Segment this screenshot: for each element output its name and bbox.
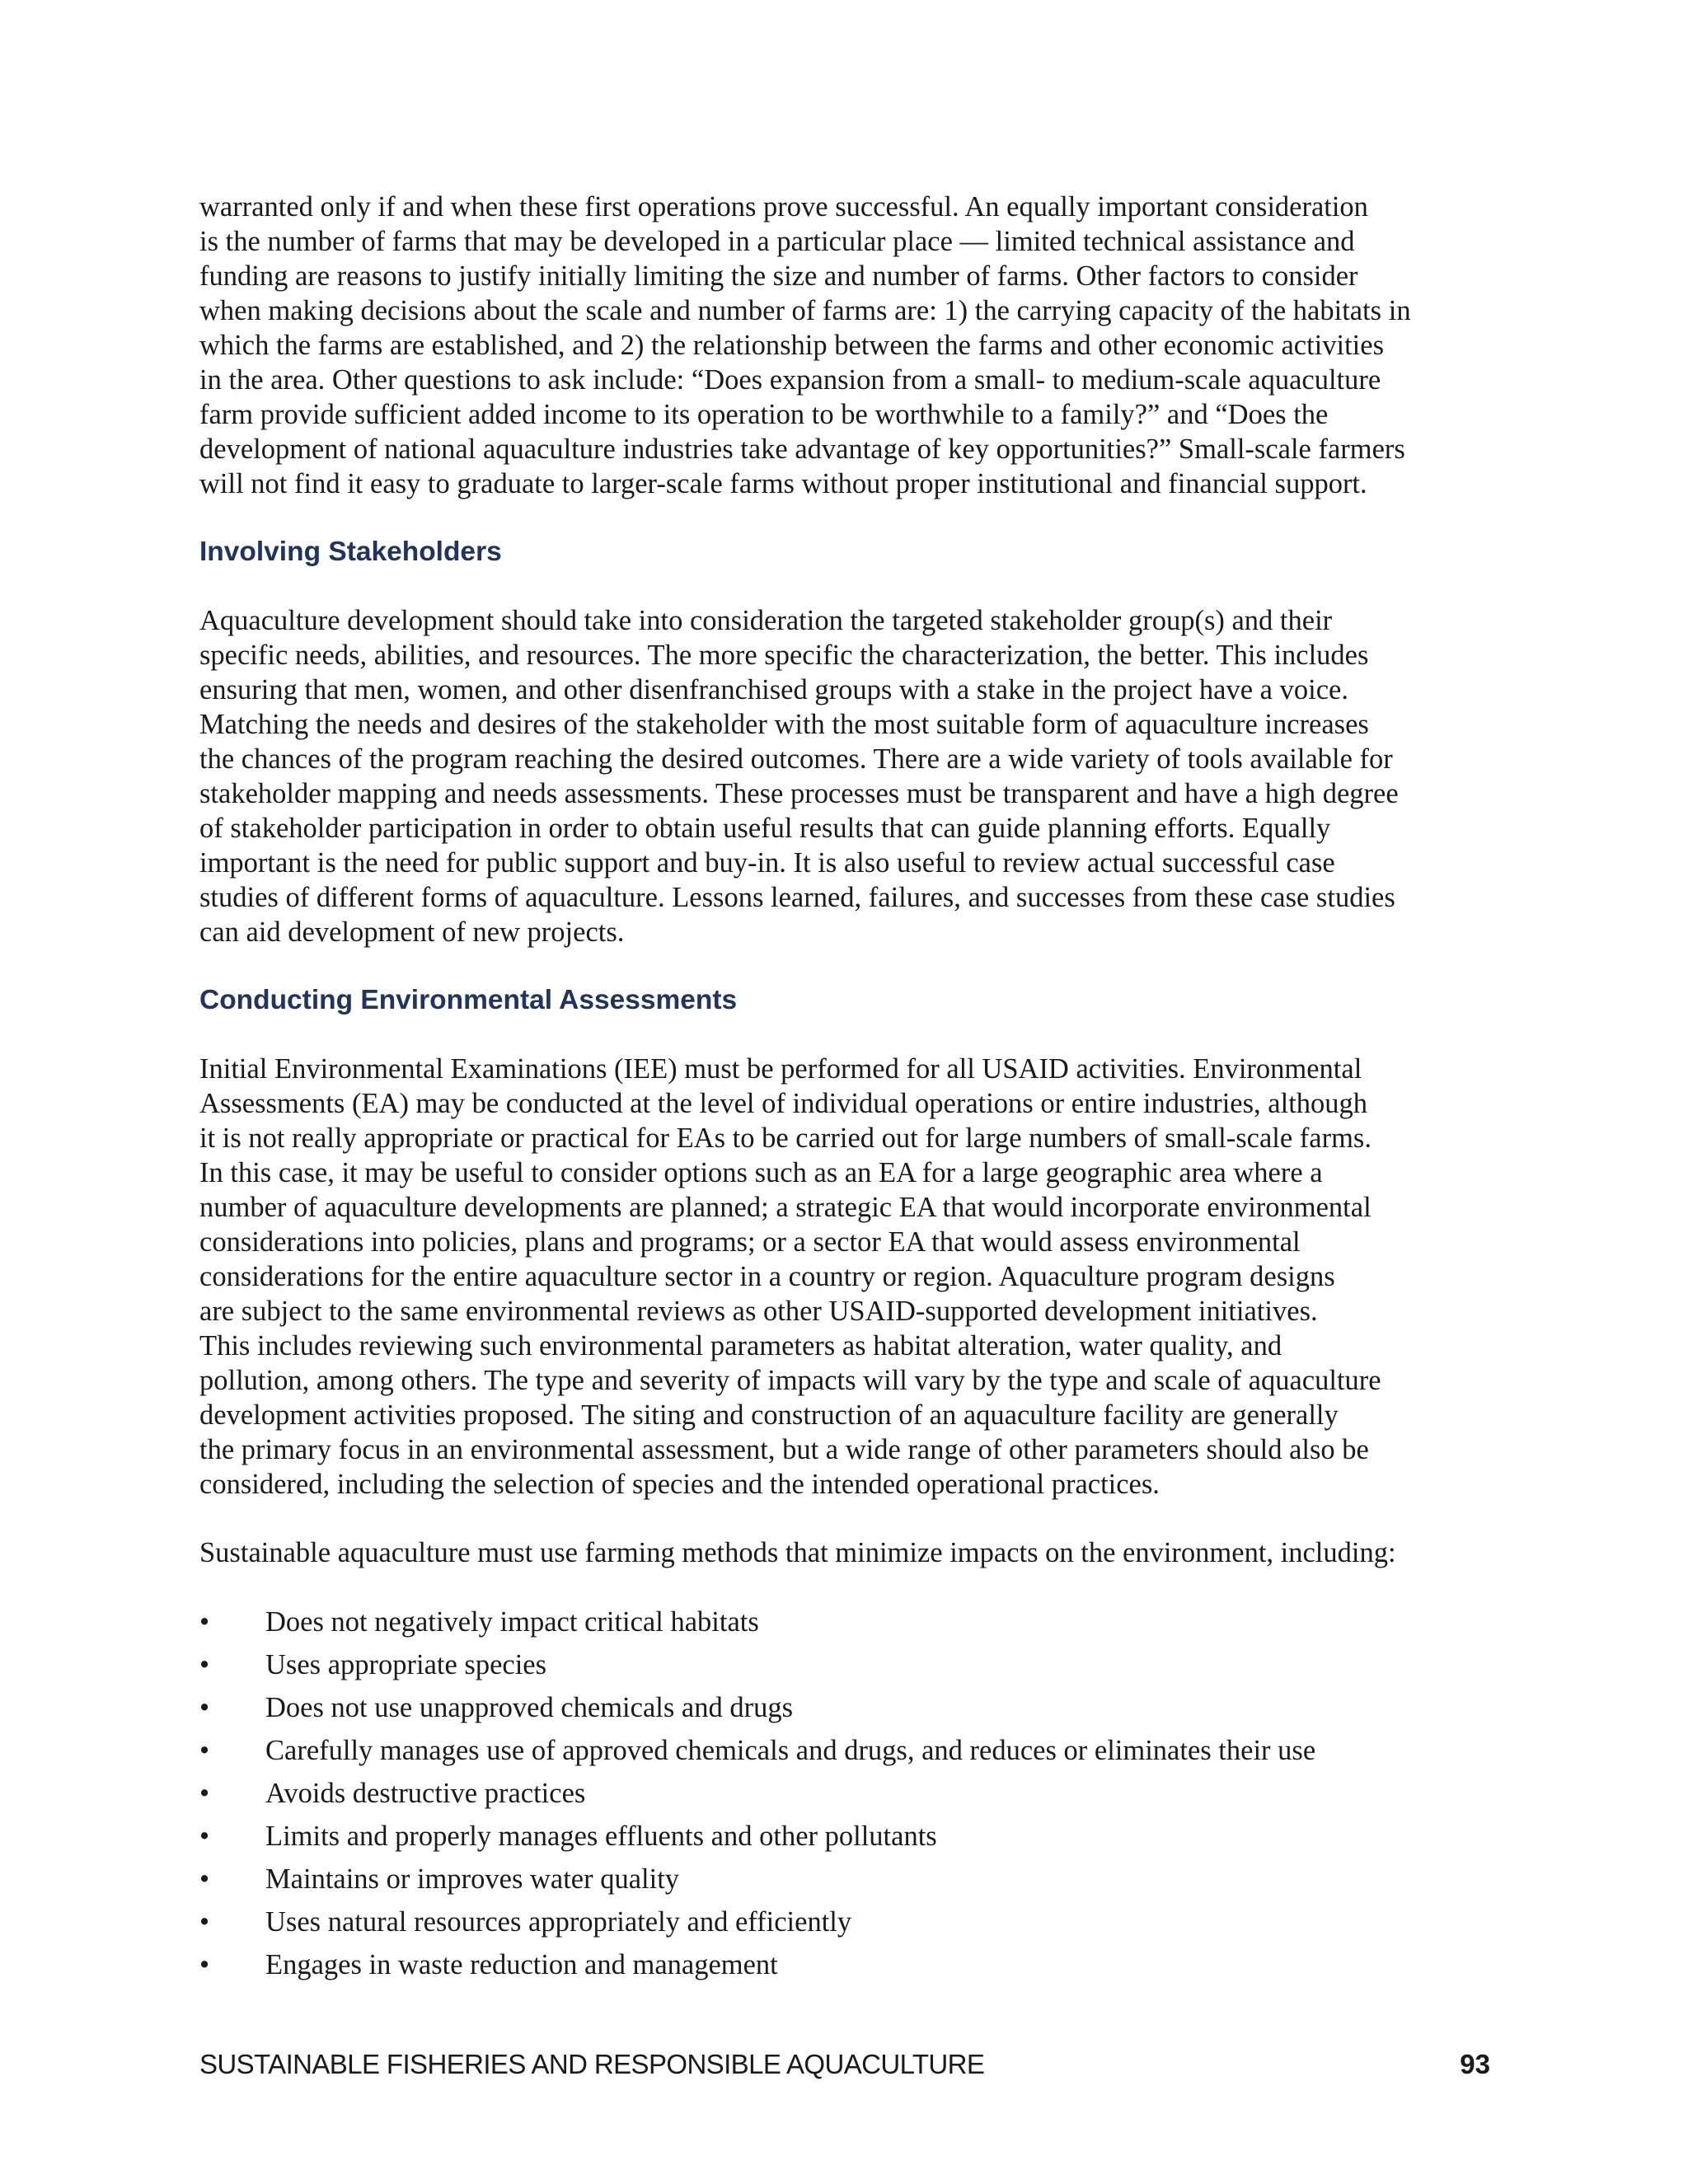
page-footer	[199, 2046, 1500, 2083]
bullet-icon: •	[199, 1778, 210, 1809]
bullet-icon: •	[199, 1649, 210, 1680]
intro-paragraph: warranted only if and when these first operations prove successful. An equally important consideration is the number of farms that may be developed in a particular place — limited technical assistance and funding are reasons to justify initially limiting the size and number of farms. Other factors to consider when making decisions about the scale and number of farms are: 1) the carrying capacity of the habitats in which the farms are established, and 2) the relationship between the farms and other economic activities in the area. Other questions to ask include: “Does expansion from a small- to medium-scale aquaculture farm provide sufficient added income to its operation to be worthwhile to a family?” and “Does the development of national aquaculture industries take advantage of key opportunities?” Small-scale farmers will not find it easy to graduate to larger-scale farms without proper institutional and financial support.	[199, 191, 1411, 499]
sustainable-intro-paragraph: Sustainable aquaculture must use farming methods that minimize impacts on the environment, including:	[199, 1537, 1396, 1568]
spacer	[199, 949, 1500, 983]
bullet-icon: •	[199, 1821, 210, 1852]
bullet-icon: •	[199, 1735, 210, 1766]
spacer	[199, 1502, 1500, 1535]
list-item	[199, 1815, 1500, 1858]
bullet-icon: •	[199, 1606, 210, 1638]
list-item-text: Maintains or improves water quality	[265, 1863, 680, 1895]
page-content	[199, 190, 1500, 1986]
list-item-text: Carefully manages use of approved chemicals and drugs, and reduces or eliminates their use	[265, 1735, 1316, 1766]
spacer	[199, 569, 1500, 603]
list-item-text: Uses appropriate species	[265, 1649, 547, 1680]
list-item-text: Uses natural resources appropriately and efficiently	[265, 1906, 852, 1938]
list-item	[199, 1686, 1500, 1729]
list-item	[199, 1858, 1500, 1900]
list-item	[199, 1643, 1500, 1686]
spacer	[199, 1018, 1500, 1052]
bullet-icon: •	[199, 1906, 210, 1938]
list-item-text: Does not negatively impact critical habitats	[265, 1606, 759, 1638]
list-item	[199, 1601, 1500, 1643]
spacer	[199, 501, 1500, 535]
list-item-text: Limits and properly manages effluents and other pollutants	[265, 1821, 937, 1852]
list-item	[199, 1772, 1500, 1815]
page-number: 93	[1460, 2049, 1490, 2079]
section-heading-involving-stakeholders: Involving Stakeholders	[199, 537, 502, 567]
bullet-icon: •	[199, 1692, 210, 1723]
list-item	[199, 1729, 1500, 1772]
list-item	[199, 1943, 1500, 1986]
footer-title: SUSTAINABLE FISHERIES AND RESPONSIBLE AQUACULTURE	[199, 2049, 985, 2079]
bullet-icon: •	[199, 1949, 210, 1980]
spacer	[199, 1570, 1500, 1601]
stakeholders-paragraph: Aquaculture development should take into consideration the targeted stakeholder group(s) and their specific needs, abilities, and resources. The more specific the characterization, the better. This includes ensuring that men, women, and other disenfranchised groups with a stake in the project have a voice. Matching the needs and desires of the stakeholder with the most suitable form of aquaculture increases the chances of the program reaching the desired outcomes. There are a wide variety of tools available for stakeholder mapping and needs assessments. These processes must be transparent and have a high degree of stakeholder participation in order to obtain useful results that can guide planning efforts. Equally important is the need for public support and buy-in. It is also useful to review actual successful case studies of different forms of aquaculture. Lessons learned, failures, and successes from these case studies can aid development of new projects.	[199, 605, 1399, 948]
list-item-text: Does not use unapproved chemicals and drugs	[265, 1692, 794, 1723]
assessments-paragraph: Initial Environmental Examinations (IEE) must be performed for all USAID activities. Environmental Assessments (EA) may be conducted at the level of individual operations or entire industries, although it is not really appropriate or practical for EAs to be carried out for large numbers of small-scale farms. In this case, it may be useful to consider options such as an EA for a large geographic area where a number of aquaculture developments are planned; a strategic EA that would incorporate environmental considerations into policies, plans and programs; or a sector EA that would assess environmental considerations for the entire aquaculture sector in a country or region. Aquaculture program designs are subject to the same environmental reviews as other USAID-supported development initiatives. This includes reviewing such environmental parameters as habitat alteration, water quality, and pollution, among others. The type and severity of impacts will vary by the type and scale of aquaculture development activities proposed. The siting and construction of an aquaculture facility are generally the primary focus in an environmental assessment, but a wide range of other parameters should also be considered, including the selection of species and the intended operational practices.	[199, 1053, 1381, 1500]
section-heading-environmental-assessments: Conducting Environmental Assessments	[199, 985, 738, 1015]
sustainable-practices-list	[199, 1601, 1500, 1986]
list-item	[199, 1900, 1500, 1943]
list-item-text: Avoids destructive practices	[265, 1778, 586, 1809]
list-item-text: Engages in waste reduction and management	[265, 1949, 778, 1980]
bullet-icon: •	[199, 1863, 210, 1895]
